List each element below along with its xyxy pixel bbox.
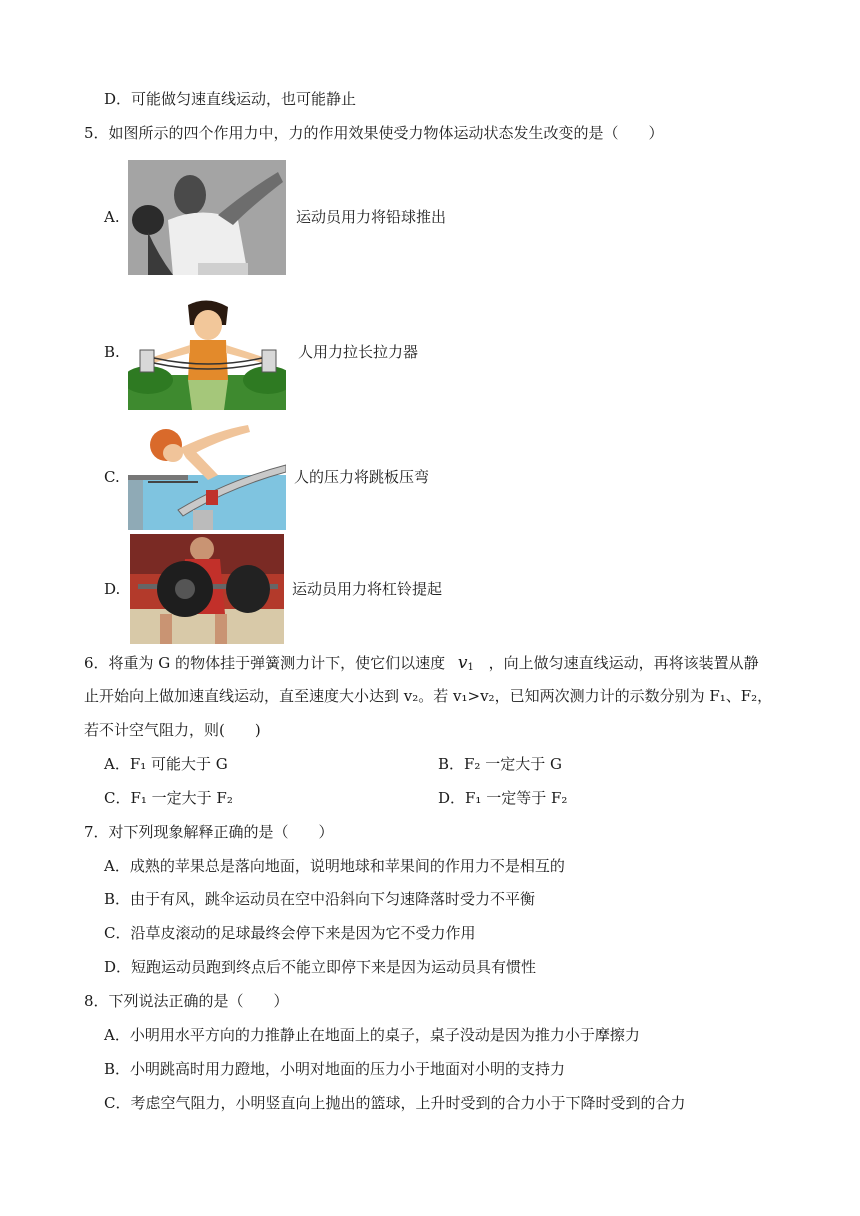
q7-stem: 7．对下列现象解释正确的是（ ） <box>84 823 334 841</box>
q8-option-b: B．小明跳高时用力蹬地，小明对地面的压力小于地面对小明的支持力 <box>104 1060 566 1078</box>
shot-put-athlete-image <box>128 160 286 275</box>
q5-option-c-text: 人的压力将跳板压弯 <box>294 468 430 486</box>
q8-option-a: A．小明用水平方向的力推静止在地面上的桌子，桌子没动是因为推力小于摩擦力 <box>104 1026 640 1044</box>
q6-option-a: A．F₁ 可能大于 G <box>104 755 228 773</box>
q7-option-c: C．沿草皮滚动的足球最终会停下来是因为它不受力作用 <box>104 924 476 942</box>
q5-option-c-label: C. <box>104 468 120 486</box>
q5-option-b-label: B. <box>104 343 120 361</box>
q8-option-c: C．考虑空气阻力，小明竖直向上抛出的篮球，上升时受到的合力小于下降时受到的合力 <box>104 1094 686 1112</box>
q7-option-d: D．短跑运动员跑到终点后不能立即停下来是因为运动员具有惯性 <box>104 958 537 976</box>
q5-option-d-label: D. <box>104 580 121 598</box>
q7-option-b: B．由于有风，跳伞运动员在空中沿斜向下匀速降落时受力不平衡 <box>104 890 536 908</box>
q6-stem-line1-a: 6．将重为 G 的物体挂于弹簧测力计下，使它们以速度 <box>84 654 446 672</box>
diving-board-image <box>128 420 286 530</box>
v1-symbol: v <box>457 653 468 673</box>
weightlifter-image <box>130 534 284 644</box>
q6-option-c: C．F₁ 一定大于 F₂ <box>104 789 233 807</box>
q5-option-d-text: 运动员用力将杠铃提起 <box>292 580 443 598</box>
q6-option-b: B．F₂ 一定大于 G <box>438 755 562 773</box>
q6-stem-line1-b: ，向上做匀速直线运动，再将该装置从静 <box>488 654 759 672</box>
q6-stem-line1 <box>84 653 759 678</box>
q5-option-a-label: A. <box>104 208 120 226</box>
q4-option-d: D．可能做匀速直线运动，也可能静止 <box>104 90 357 108</box>
q6-stem-line3: 若不计空气阻力，则( ) <box>84 721 261 739</box>
chest-expander-image <box>128 295 286 410</box>
v1-subscript: 1 <box>467 662 474 673</box>
q5-option-b-text: 人用力拉长拉力器 <box>298 343 419 361</box>
q5-option-a-text: 运动员用力将铅球推出 <box>296 208 447 226</box>
q6-option-d: D．F₁ 一定等于 F₂ <box>438 789 568 807</box>
q7-option-a: A．成熟的苹果总是落向地面，说明地球和苹果间的作用力不是相互的 <box>104 857 565 875</box>
q8-stem: 8．下列说法正确的是（ ） <box>84 992 289 1010</box>
q6-stem-line2: 止开始向上做加速直线运动，直至速度大小达到 v₂。若 v₁>v₂，已知两次测力计的示数分别为 F₁、F₂， <box>84 687 773 705</box>
q5-stem: 5．如图所示的四个作用力中，力的作用效果使受力物体运动状态发生改变的是（ ） <box>84 124 664 142</box>
